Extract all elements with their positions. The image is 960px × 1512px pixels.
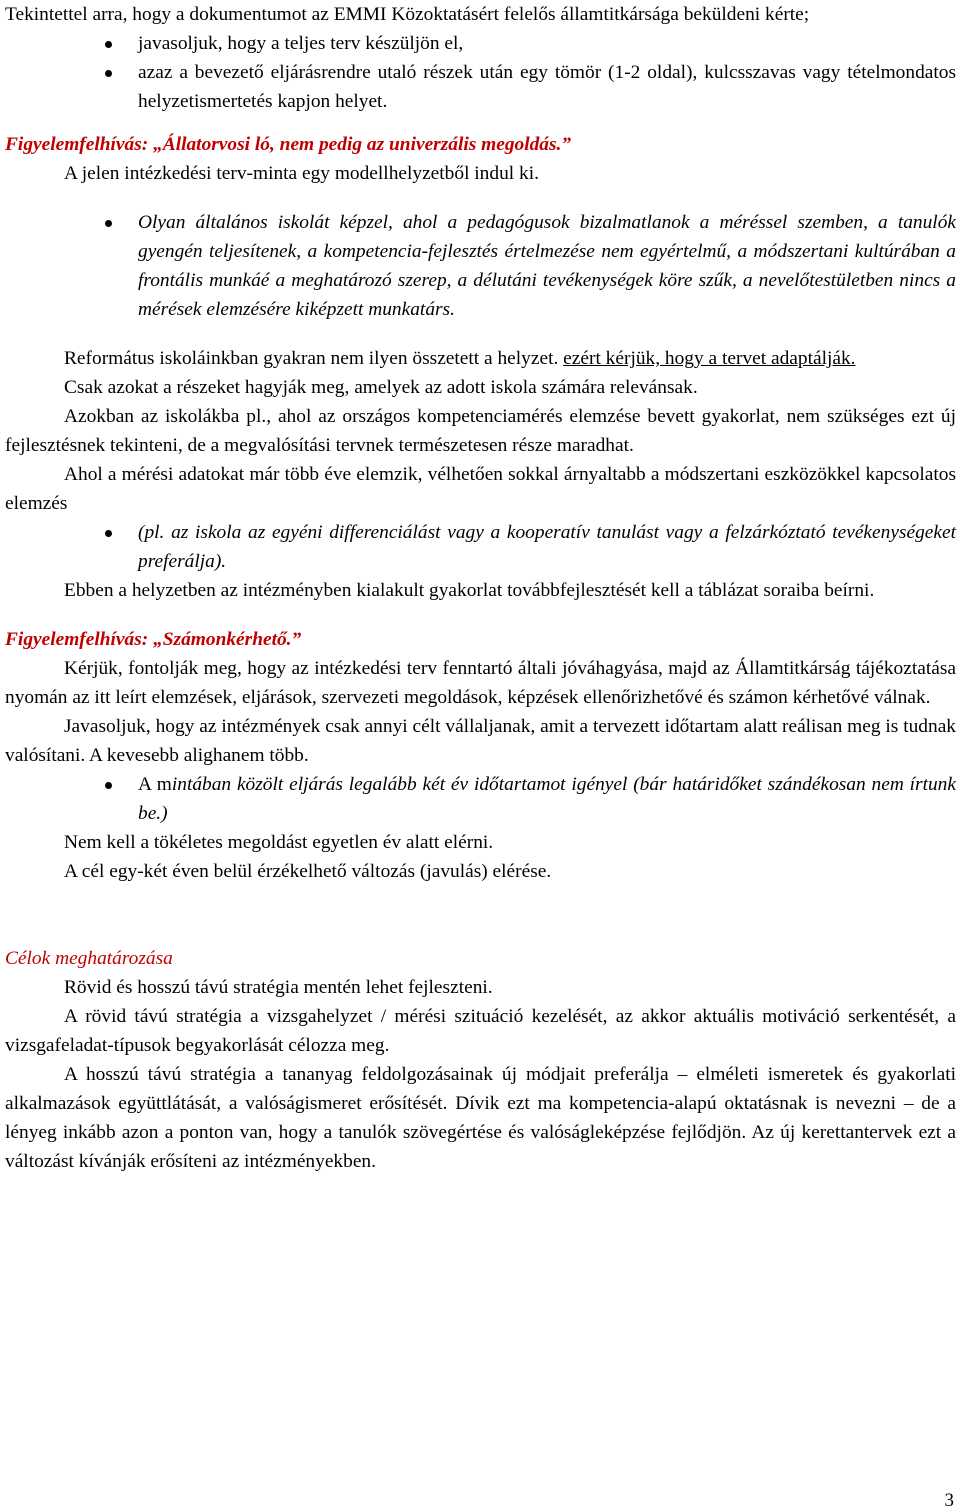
list-item <box>5 770 956 828</box>
relevant-parts-paragraph: Csak azokat a részeket hagyják meg, amelyek az adott iskola számára relevánsak. <box>64 377 698 398</box>
list-item: Olyan általános iskolát képzel, ahol a pedagógusok bizalmatlanok a méréssel szemben, a tanulók gyengén teljesítenek, a kompetencia-fejlesztés értelmezése nem egyértelmű, a módszertani kultúrában a frontális munkáé a meghatározó szerep, a délutáni tevékenységek köre szűk, a nevelőtestületben nincs a mérések elemzésére kiképzett munkatárs. <box>5 208 956 324</box>
document-page <box>5 0 956 1176</box>
italic-span: intában közölt eljárás legalább két év időtartamot igényel (bár határidőket szándékosan nem írtunk be.) <box>138 774 956 824</box>
bullet-list-4 <box>5 770 956 828</box>
warning-heading-2: Figyelemfelhívás: „Számonkérhető.” <box>5 629 302 650</box>
list-item: javasoljuk, hogy a teljes terv készüljön el, <box>5 29 956 58</box>
section-heading: Célok meghatározása <box>5 948 173 969</box>
national-assessment-paragraph: Azokban az iskolákba pl., ahol az országos kompetenciamérés elemzése bevett gyakorlat, nem szükséges ezt új fejlesztésnek tekinteni, de a megvalósítási tervnek természetesen része maradhat. <box>5 406 956 456</box>
list-item: azaz a bevezető eljárásrendre utaló részek után egy tömör (1-2 oldal), kulcsszavas vagy tételmondatos helyzetismertetés kapjon helyet. <box>5 58 956 116</box>
reformed-schools-paragraph <box>5 344 956 373</box>
short-term-paragraph: A rövid távú stratégia a vizsgahelyzet / mérési szituáció kezelését, az akkor aktuális motiváció serkentését, a vizsgafeladat-típusok begyakorlását célozza meg. <box>5 1006 956 1056</box>
one-year-paragraph: Nem kell a tökéletes megoldást egyetlen év alatt elérni. <box>64 832 494 853</box>
goal-paragraph: A cél egy-két éven belül érzékelhető változás (javulás) elérése. <box>64 861 552 882</box>
page-number: 3 <box>944 1490 954 1511</box>
bullet-list-2 <box>5 208 956 324</box>
long-term-paragraph: A hosszú távú stratégia a tananyag feldolgozásainak új módjait preferálja – elméleti ismeretek és gyakorlati alkalmazások együttlátását, a valóságismeret erősítését. Dívik ezt ma kompetencia-alapú oktatásnak is nevezni – de a lényeg inkább azon a ponton van, hogy a tanulók szövegértése és valóságleképzése fejlődjön. Az új kerettantervek ezt a változást kívánják erősíteni az intézményekben. <box>5 1064 956 1172</box>
model-situation-paragraph: A jelen intézkedési terv-minta egy modellhelyzetből indul ki. <box>64 163 539 184</box>
bullet-list-1 <box>5 29 956 116</box>
intro-paragraph: Tekintettel arra, hogy a dokumentumot az EMMI Közoktatásért felelős államtitkársága beküldeni kérte; <box>5 4 810 25</box>
underlined-request: ezért kérjük, hogy a tervet adaptálják. <box>563 348 856 369</box>
bullet-list-3 <box>5 518 956 576</box>
realistic-goals-paragraph: Javasoljuk, hogy az intézmények csak annyi célt vállaljanak, amit a tervezett időtartam alatt reálisan meg is tudnak valósítani. A kevesebb alighanem több. <box>5 716 956 766</box>
text-span: A m <box>138 774 172 795</box>
accountability-paragraph: Kérjük, fontolják meg, hogy az intézkedési terv fenntartó általi jóváhagyása, majd az Államtitkárság tájékoztatása nyomán az itt leírt elemzések, eljárások, szervezeti megoldások, képzések ellenőrizhetővé és számon kérhetővé válnak. <box>5 658 956 708</box>
strategy-paragraph: Rövid és hosszú távú stratégia mentén lehet fejleszteni. <box>64 977 493 998</box>
methodology-paragraph: Ahol a mérési adatokat már több éve elemzik, vélhetően sokkal árnyaltabb a módszertani eszközökkel kapcsolatos elemzés <box>5 464 956 514</box>
list-item: (pl. az iskola az egyéni differenciálást vagy a kooperatív tanulást vagy a felzárkóztató tevékenységeket preferálja). <box>5 518 956 576</box>
warning-heading-1: Figyelemfelhívás: „Állatorvosi ló, nem pedig az univerzális megoldás.” <box>5 134 572 155</box>
table-rows-paragraph: Ebben a helyzetben az intézményben kialakult gyakorlat továbbfejlesztését kell a táblázat soraiba beírni. <box>64 580 875 601</box>
text-span: Református iskoláinkban gyakran nem ilyen összetett a helyzet. <box>64 348 559 369</box>
